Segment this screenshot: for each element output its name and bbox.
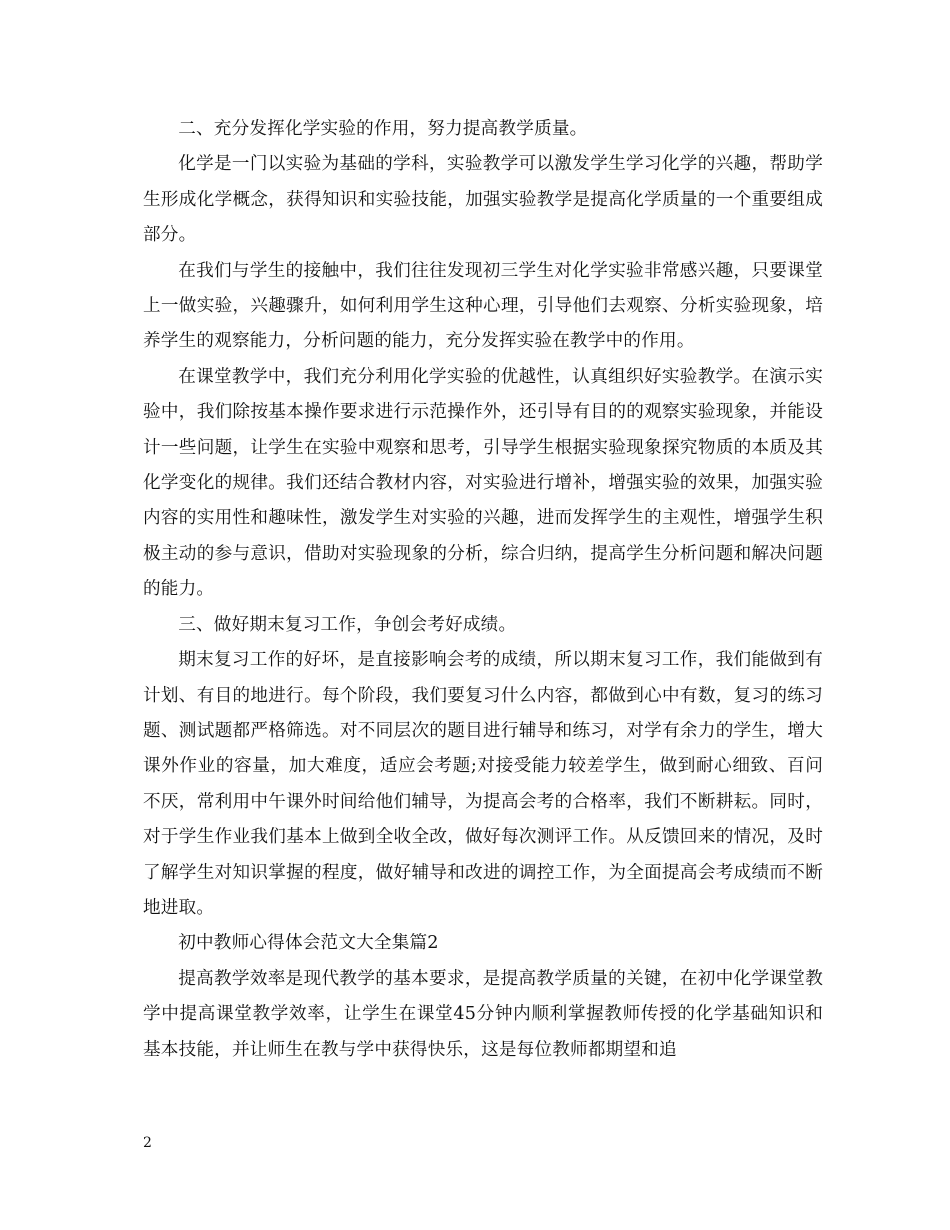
- page-number: 2: [143, 1135, 152, 1151]
- document-body: [143, 112, 823, 1068]
- paragraph: 在我们与学生的接触中，我们往往发现初三学生对化学实验非常感兴趣，只要课堂上一做实验，兴趣骤升，如何利用学生这种心理，引导他们去观察、分析实验现象，培养学生的观察能力，分析问题的能力，充分发挥实验在教学中的作用。: [143, 260, 823, 352]
- paragraph: 化学是一门以实验为基础的学科，实验教学可以激发学生学习化学的兴趣，帮助学生形成化学概念，获得知识和实验技能，加强实验教学是提高化学质量的一个重要组成部分。: [143, 154, 823, 246]
- paragraph: 提高教学效率是现代教学的基本要求，是提高教学质量的关键，在初中化学课堂教学中提高课堂教学效率，让学生在课堂45分钟内顺利掌握教师传授的化学基础知识和基本技能，并让师生在教与学中获得快乐，这是每位教师都期望和追: [143, 968, 823, 1060]
- section-heading-2: 二、充分发挥化学实验的作用，努力提高教学质量。: [178, 119, 588, 139]
- paragraph: 期末复习工作的好坏，是直接影响会考的成绩，所以期末复习工作，我们能做到有计划、有目的地进行。每个阶段，我们要复习什么内容，都做到心中有数，复习的练习题、测试题都严格筛选。对不同层次的题目进行辅导和练习，对学有余力的学生，增大课外作业的容量，加大难度，适应会考题;对接受能力较差学生，做到耐心细致、百问不厌，常利用中午课外时间给他们辅导，为提高会考的合格率，我们不断耕耘。同时，对于学生作业我们基本上做到全收全改，做好每次测评工作。从反馈回来的情况，及时了解学生对知识掌握的程度，做好辅导和改进的调控工作，为全面提高会考成绩而不断地进取。: [143, 650, 823, 918]
- section-heading-3: 三、做好期末复习工作，争创会考好成绩。: [178, 614, 517, 635]
- article-title: 初中教师心得体会范文大全集篇2: [178, 933, 439, 954]
- paragraph: 在课堂教学中，我们充分利用化学实验的优越性，认真组织好实验教学。在演示实验中，我们除按基本操作要求进行示范操作外，还引导有目的的观察实验现象，并能设计一些问题，让学生在实验中观察和思考，引导学生根据实验现象探究物质的本质及其化学变化的规律。我们还结合教材内容，对实验进行增补，增强实验的效果，加强实验内容的实用性和趣味性，激发学生对实验的兴趣，进而发挥学生的主观性，增强学生积极主动的参与意识，借助对实验现象的分析，综合归纳，提高学生分析问题和解决问题的能力。: [143, 366, 823, 600]
